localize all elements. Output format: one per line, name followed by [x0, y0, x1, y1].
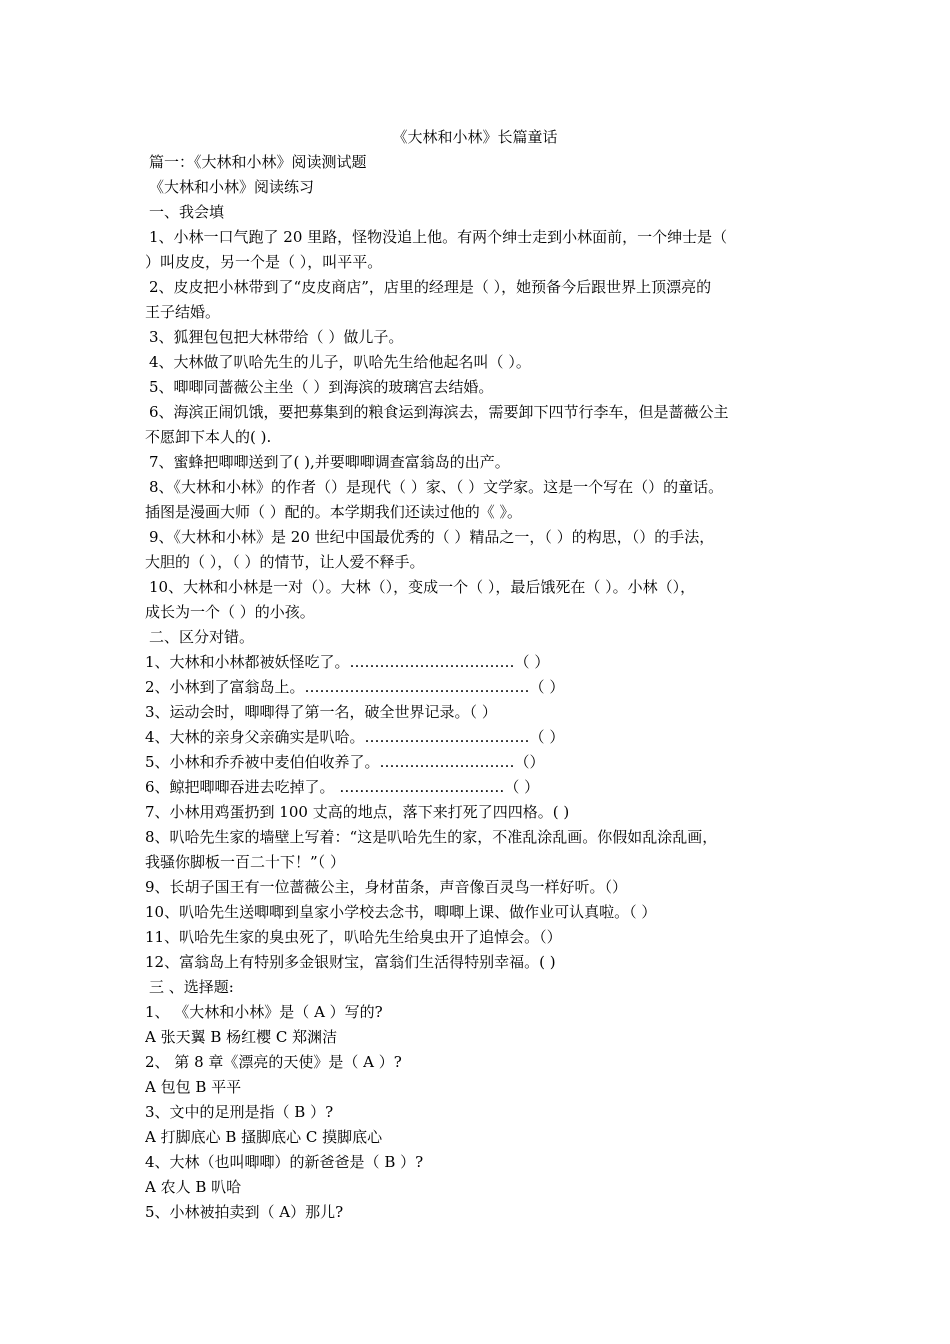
text-line: 大胆的（ ），（ ）的情节，让人爱不释手。 [145, 553, 425, 571]
text-line: 1、小林一口气跑了 20 里路，怪物没追上他。有两个绅士走到小林面前，一个绅士是（ [149, 228, 728, 246]
text-line: 1、大林和小林都被妖怪吃了。……………………………（ ） [145, 653, 550, 671]
text-line: A 包包 B 平平 [145, 1078, 242, 1096]
text-line: 6、海滨正闹饥饿，要把募集到的粮食运到海滨去，需要卸下四节行李车，但是蔷薇公主 [149, 403, 729, 421]
text-line: 9、《大林和小林》是 20 世纪中国最优秀的（ ）精品之一，（ ）的构思，（）的手法， [149, 528, 715, 546]
text-line: 8、《大林和小林》的作者（）是现代（ ）家、（ ）文学家。这是一个写在（）的童话。 [149, 478, 724, 496]
text-line: 4、大林（也叫唧唧）的新爸爸是（ B ）? [145, 1153, 424, 1171]
text-line: 插图是漫画大师（ ）配的。本学期我们还读过他的《 》。 [145, 503, 523, 521]
text-line: A 打脚底心 B 搔脚底心 C 摸脚底心 [145, 1128, 383, 1146]
text-line: 4、大林做了叭哈先生的儿子，叭哈先生给他起名叫（ ）。 [149, 353, 531, 371]
text-line: 3、运动会时，唧唧得了第一名，破全世界记录。（ ） [145, 703, 497, 721]
part-heading-true-false: 二、区分对错。 [149, 628, 255, 646]
text-line: 不愿卸下本人的( ). [145, 428, 272, 446]
text-line: 成长为一个（ ）的小孩。 [145, 603, 315, 621]
part-heading-fill-blank: 一、我会填 [149, 203, 225, 221]
text-line: 12、富翁岛上有特别多金银财宝，富翁们生活得特别幸福。( ) [145, 953, 556, 971]
text-line: 1、 《大林和小林》是（ A ）写的? [145, 1003, 383, 1021]
text-line: 6、鲸把唧唧吞进去吃掉了。 ……………………………（ ） [145, 778, 540, 796]
text-line: 3、狐狸包包把大林带给（ ）做儿子。 [149, 328, 404, 346]
text-line: 5、小林和乔乔被中麦伯伯收养了。………………………（） [145, 753, 545, 771]
text-line: 10、大林和小林是一对（）。大林（），变成一个（ ），最后饿死在（ ）。小林（）， [149, 578, 696, 596]
text-line: A 张天翼 B 杨红樱 C 郑渊洁 [145, 1028, 338, 1046]
text-line: 7、蜜蜂把唧唧送到了( ),并要唧唧调查富翁岛的出产。 [149, 453, 510, 471]
section-heading: 篇一：《大林和小林》阅读测试题 [149, 153, 367, 171]
text-line: 9、长胡子国王有一位蔷薇公主，身材苗条，声音像百灵鸟一样好听。（） [145, 878, 628, 896]
subsection-heading: 《大林和小林》阅读练习 [149, 178, 315, 196]
text-line: 7、小林用鸡蛋扔到 100 丈高的地点，落下来打死了四四格。( ) [145, 803, 570, 821]
text-line: A 农人 B 叭哈 [145, 1178, 242, 1196]
text-line: 2、 第 8 章《漂亮的天使》是（ A ）? [145, 1053, 402, 1071]
text-line: 我骚你脚板一百二十下！”（ ） [145, 853, 345, 871]
text-line: 8、叭哈先生家的墙壁上写着：“这是叭哈先生的家，不准乱涂乱画。你假如乱涂乱画， [145, 828, 718, 846]
document-title: 《大林和小林》长篇童话 [392, 128, 558, 146]
text-line: 3、文中的足刑是指（ B ）? [145, 1103, 334, 1121]
text-line: 2、小林到了富翁岛上。………………………………………（ ） [145, 678, 565, 696]
text-line: 10、叭哈先生送唧唧到皇家小学校去念书，唧唧上课、做作业可认真啦。（ ） [145, 903, 657, 921]
text-line: 11、叭哈先生家的臭虫死了，叭哈先生给臭虫开了追悼会。（） [145, 928, 562, 946]
document-body [145, 150, 810, 1225]
text-line: 5、小林被拍卖到（ A）那儿? [145, 1203, 344, 1221]
text-line: 5、唧唧同蔷薇公主坐（ ）到海滨的玻璃宫去结婚。 [149, 378, 494, 396]
text-line: 2、皮皮把小林带到了“皮皮商店”，店里的经理是（ ），她预备今后跟世界上顶漂亮的 [149, 278, 712, 296]
part-heading-multiple-choice: 三 、选择题: [149, 978, 234, 996]
text-line: ）叫皮皮，另一个是（ ），叫平平。 [145, 253, 383, 271]
text-line: 4、大林的亲身父亲确实是叭哈。……………………………（ ） [145, 728, 565, 746]
text-line: 王子结婚。 [145, 303, 221, 321]
